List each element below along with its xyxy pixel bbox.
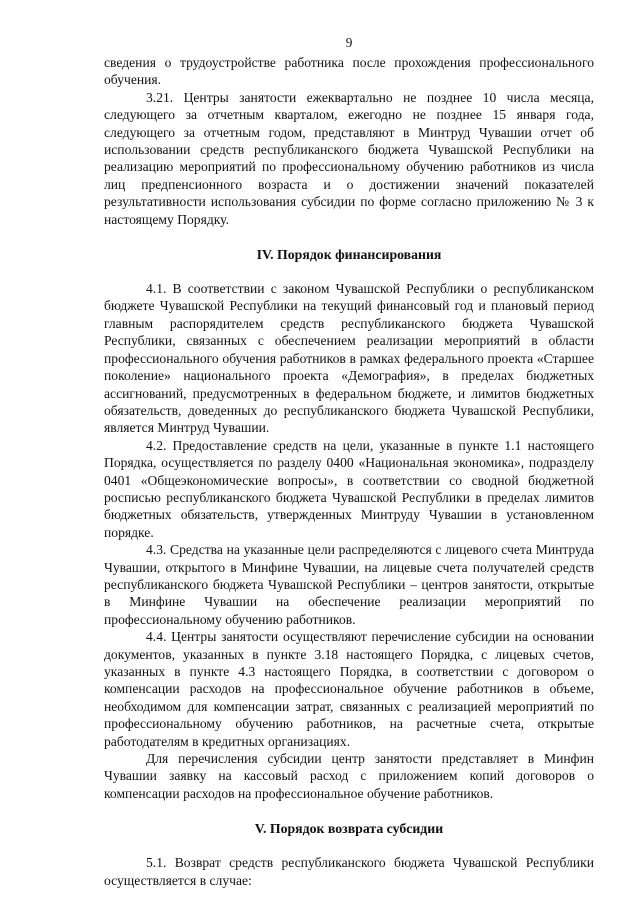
section-heading-v: V. Порядок возврата субсидии [254, 821, 444, 837]
paragraph-5-1: 5.1. Возврат средств республиканского бюджета Чувашской Республики осуществляется в случае: [104, 855, 594, 888]
paragraph-3-21: 3.21. Центры занятости ежеквартально не позднее 10 числа месяца, следующего за отчетным кварталом, ежегодно не позднее 15 января года, следующего за отчетным годом, представляют в Минтруд Чувашии отчет об использовании средств республиканского бюджета Чувашской Республики на реализацию мероприятий по профессиональному обучению работников из числа лиц предпенсионного возраста и о достижении значений показателей результативности использования субсидии по форме согласно приложению № 3 к настоящему Порядку. [104, 89, 594, 227]
paragraph-4-3: 4.3. Средства на указанные цели распределяются с лицевого счета Минтруда Чувашии, открытого в Минфине Чувашии, на лицевые счета получателей средств республиканского бюджета Чувашской Республики – центров занятости, открытые в Минфине Чувашии на обеспечение реализации мероприятий по профессиональному обучению работников. [104, 542, 594, 627]
paragraph-4-1: 4.1. В соответствии с законом Чувашской Республики о республиканском бюджете Чувашской Республики на текущий финансовый год и плановый период главным распорядителем средств республиканского бюджета Чувашской Республики, связанных с обеспечением реализации мероприятий в области профессионального обучения работников в рамках федерального проекта «Старшее поколение» национального проекта «Демография», в пределах бюджетных ассигнований, предусмотренных в федеральном бюджете, и лимитов бюджетных обязательств, доведенных до республиканского бюджета Чувашской Республики, является Минтруд Чувашии. [104, 281, 594, 436]
paragraph-continuation: сведения о трудоустройстве работника после прохождения профессионального обучения. [104, 55, 594, 88]
paragraph-4-4-note: Для перечисления субсидии центр занятости представляет в Минфин Чувашии заявку на кассовый расход с приложением копий договоров о компенсации расходов на профессиональное обучение работников. [104, 751, 594, 801]
section-heading-iv: IV. Порядок финансирования [256, 247, 442, 263]
paragraph-4-2: 4.2. Предоставление средств на цели, указанные в пункте 1.1 настоящего Порядка, осуществляется по разделу 0400 «Национальная экономика», подразделу 0401 «Общеэкономические вопросы», в соответствии со сводной бюджетной росписью республиканского бюджета Чувашской Республики в пределах лимитов бюджетных обязательств, утвержденных Минтруду Чувашии в установленном порядке. [104, 437, 594, 540]
paragraph-4-4: 4.4. Центры занятости осуществляют перечисление субсидии на основании документов, указанных в пункте 3.18 настоящего Порядка, с лицевых счетов, указанных в пункте 4.3 настоящего Порядка, в соответствии с договором о компенсации расходов на профессиональное обучение работников в объеме, необходимом для компенсации затрат, связанных с реализацией мероприятий по профессиональному обучению работников, на расчетные счета, открытые работодателям в кредитных организациях. [104, 629, 594, 749]
page-number: 9 [345, 35, 353, 50]
